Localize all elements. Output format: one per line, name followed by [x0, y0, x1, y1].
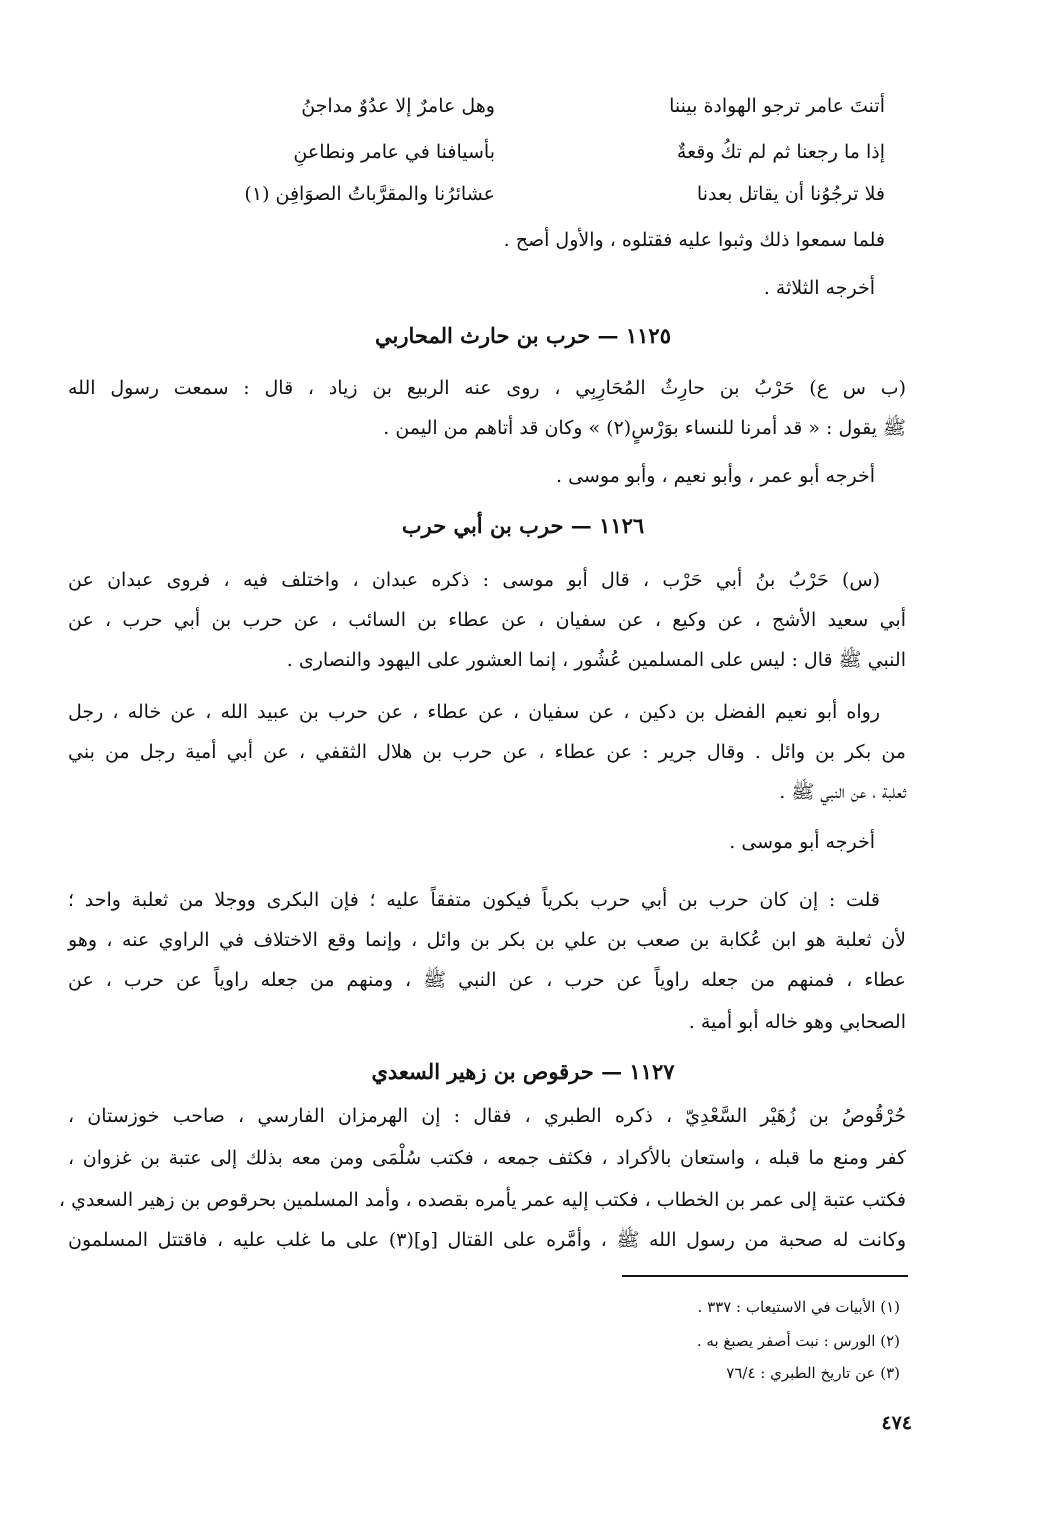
entry-1126-line-9: لأن ثعلبة هو ابن عُكابة بن صعب بن علي بن بكر بن وائل ، وإنما وقع الاختلاف في الراوي عنه ، وهو: [68, 929, 906, 951]
entry-1126-line-8: قلت : إن كان حرب بن أبي حرب بكرياً فيكون متفقاً عليه ؛ فإن البكرى ووجلا من ثعلبة واحد ؛: [68, 889, 880, 911]
intro-line-1: فلما سمعوا ذلك وثبوا عليه فقتلوه ، والأول أصح .: [503, 229, 885, 251]
entry-1126-line-3: النبي ﷺ قال : ليس على المسلمين عُشُور ، إنما العشور على اليهود والنصارى .: [286, 649, 906, 671]
footnote-1: (١) الأبيات في الاستيعاب : ٣٣٧ .: [697, 1298, 900, 1316]
entry-1127-line-3: فكتب عتبة إلى عمر بن الخطاب ، فكتب إليه عمر يأمره بقصده ، وأمد المسلمين بحرقوص بن زهير السعدي ،: [58, 1189, 906, 1211]
page-number: ٤٧٤: [881, 1412, 912, 1434]
poem-verse-2-left: بأسيافنا في عامر ونطاعنِ: [293, 141, 495, 163]
entry-heading-1127: ١١٢٧ — حرقوص بن زهير السعدي: [371, 1059, 675, 1084]
footnote-2: (٢) الورس : نبت أصفر يصبغ به .: [696, 1332, 900, 1350]
entry-1126-line-2: أبي سعيد الأشج ، عن وكيع ، عن سفيان ، عن عطاء بن السائب ، عن حرب بن أبي حرب ، عن: [68, 609, 906, 631]
poem-verse-1-right: أتنتَ عامر ترجو الهوادة بيننا: [669, 95, 885, 117]
entry-1126-line-6: ثعلبة ، عن النبي ﷺ .: [779, 781, 906, 803]
entry-1125-line-1: (ب س ع) حَرْبُ بن حارِثُ المُحَارِبِي ، روى عنه الربيع بن زياد ، قال : سمعت رسول الله: [68, 377, 906, 399]
entry-1127-line-4: وكانت له صحبة من رسول الله ﷺ ، وأمَّره على القتال [و](٣) على ما غلب عليه ، فاقتتل المسلمون: [68, 1229, 906, 1251]
poem-verse-3-right: فلا ترجُوُنا أن يقاتل بعدنا: [696, 183, 885, 205]
intro-line-2: أخرجه الثلاثة .: [763, 277, 875, 299]
entry-1125-line-3: أخرجه أبو عمر ، وأبو نعيم ، وأبو موسى .: [556, 465, 875, 487]
entry-1126-line-5: من بكر بن وائل . وقال جرير : عن عطاء ، عن حرب بن هلال الثقفي ، عن أبي أمية رجل من بني: [68, 741, 906, 763]
poem-verse-3-left: عشائرُنا والمقرَّباتُ الصوَافِن (١): [244, 183, 495, 205]
entry-1126-line-4: رواه أبو نعيم الفضل بن دكين ، عن سفيان ، عن عطاء ، عن حرب بن عبيد الله ، عن خاله ، رجل: [68, 701, 880, 723]
entry-1127-line-2: كفر ومنع ما قبله ، واستعان بالأكراد ، فكثف جمعه ، فكتب سُلْمَى ومن معه بذلك إلى عتبة بن غزوان ،: [68, 1147, 906, 1169]
entry-heading-1125: ١١٢٥ — حرب بن حارث المحاربي: [375, 323, 671, 348]
entry-1126-line-11: الصحابي وهو خاله أبو أمية .: [688, 1011, 906, 1033]
entry-heading-1126: ١١٢٦ — حرب بن أبي حرب: [401, 513, 645, 538]
poem-verse-2-right: إذا ما رجعنا ثم لم تكُ وقعةٌ: [676, 141, 885, 163]
entry-1126-line-1: (س) حَرْبُ بنُ أبي حَرْب ، قال أبو موسى : ذكره عبدان ، واختلف فيه ، فروى عبدان عن: [68, 569, 880, 591]
footnote-rule: [622, 1275, 908, 1277]
entry-1127-line-1: حُرْقُوصُ بن زُهَيْر السَّعْدِيّ ، ذكره الطبري ، فقال : إن الهرمزان الفارسي ، صاحب خوزستان ،: [68, 1105, 906, 1127]
footnote-3: (٣) عن تاريخ الطبري : ٧٦/٤: [726, 1364, 900, 1382]
poem-verse-1-left: وهل عامرٌ إلا عدُوٌ مداجنُ: [301, 95, 495, 117]
entry-1126-line-7: أخرجه أبو موسى .: [729, 831, 875, 853]
entry-1125-line-2: ﷺ يقول : « قد أمرنا للنساء بوَرْسٍ(٢) » وكان قد أتاهم من اليمن .: [383, 417, 906, 439]
entry-1126-line-10: عطاء ، فمنهم من جعله راوياً عن حرب ، عن النبي ﷺ ، ومنهم من جعله راوياً عن حرب ، عن: [68, 969, 906, 991]
